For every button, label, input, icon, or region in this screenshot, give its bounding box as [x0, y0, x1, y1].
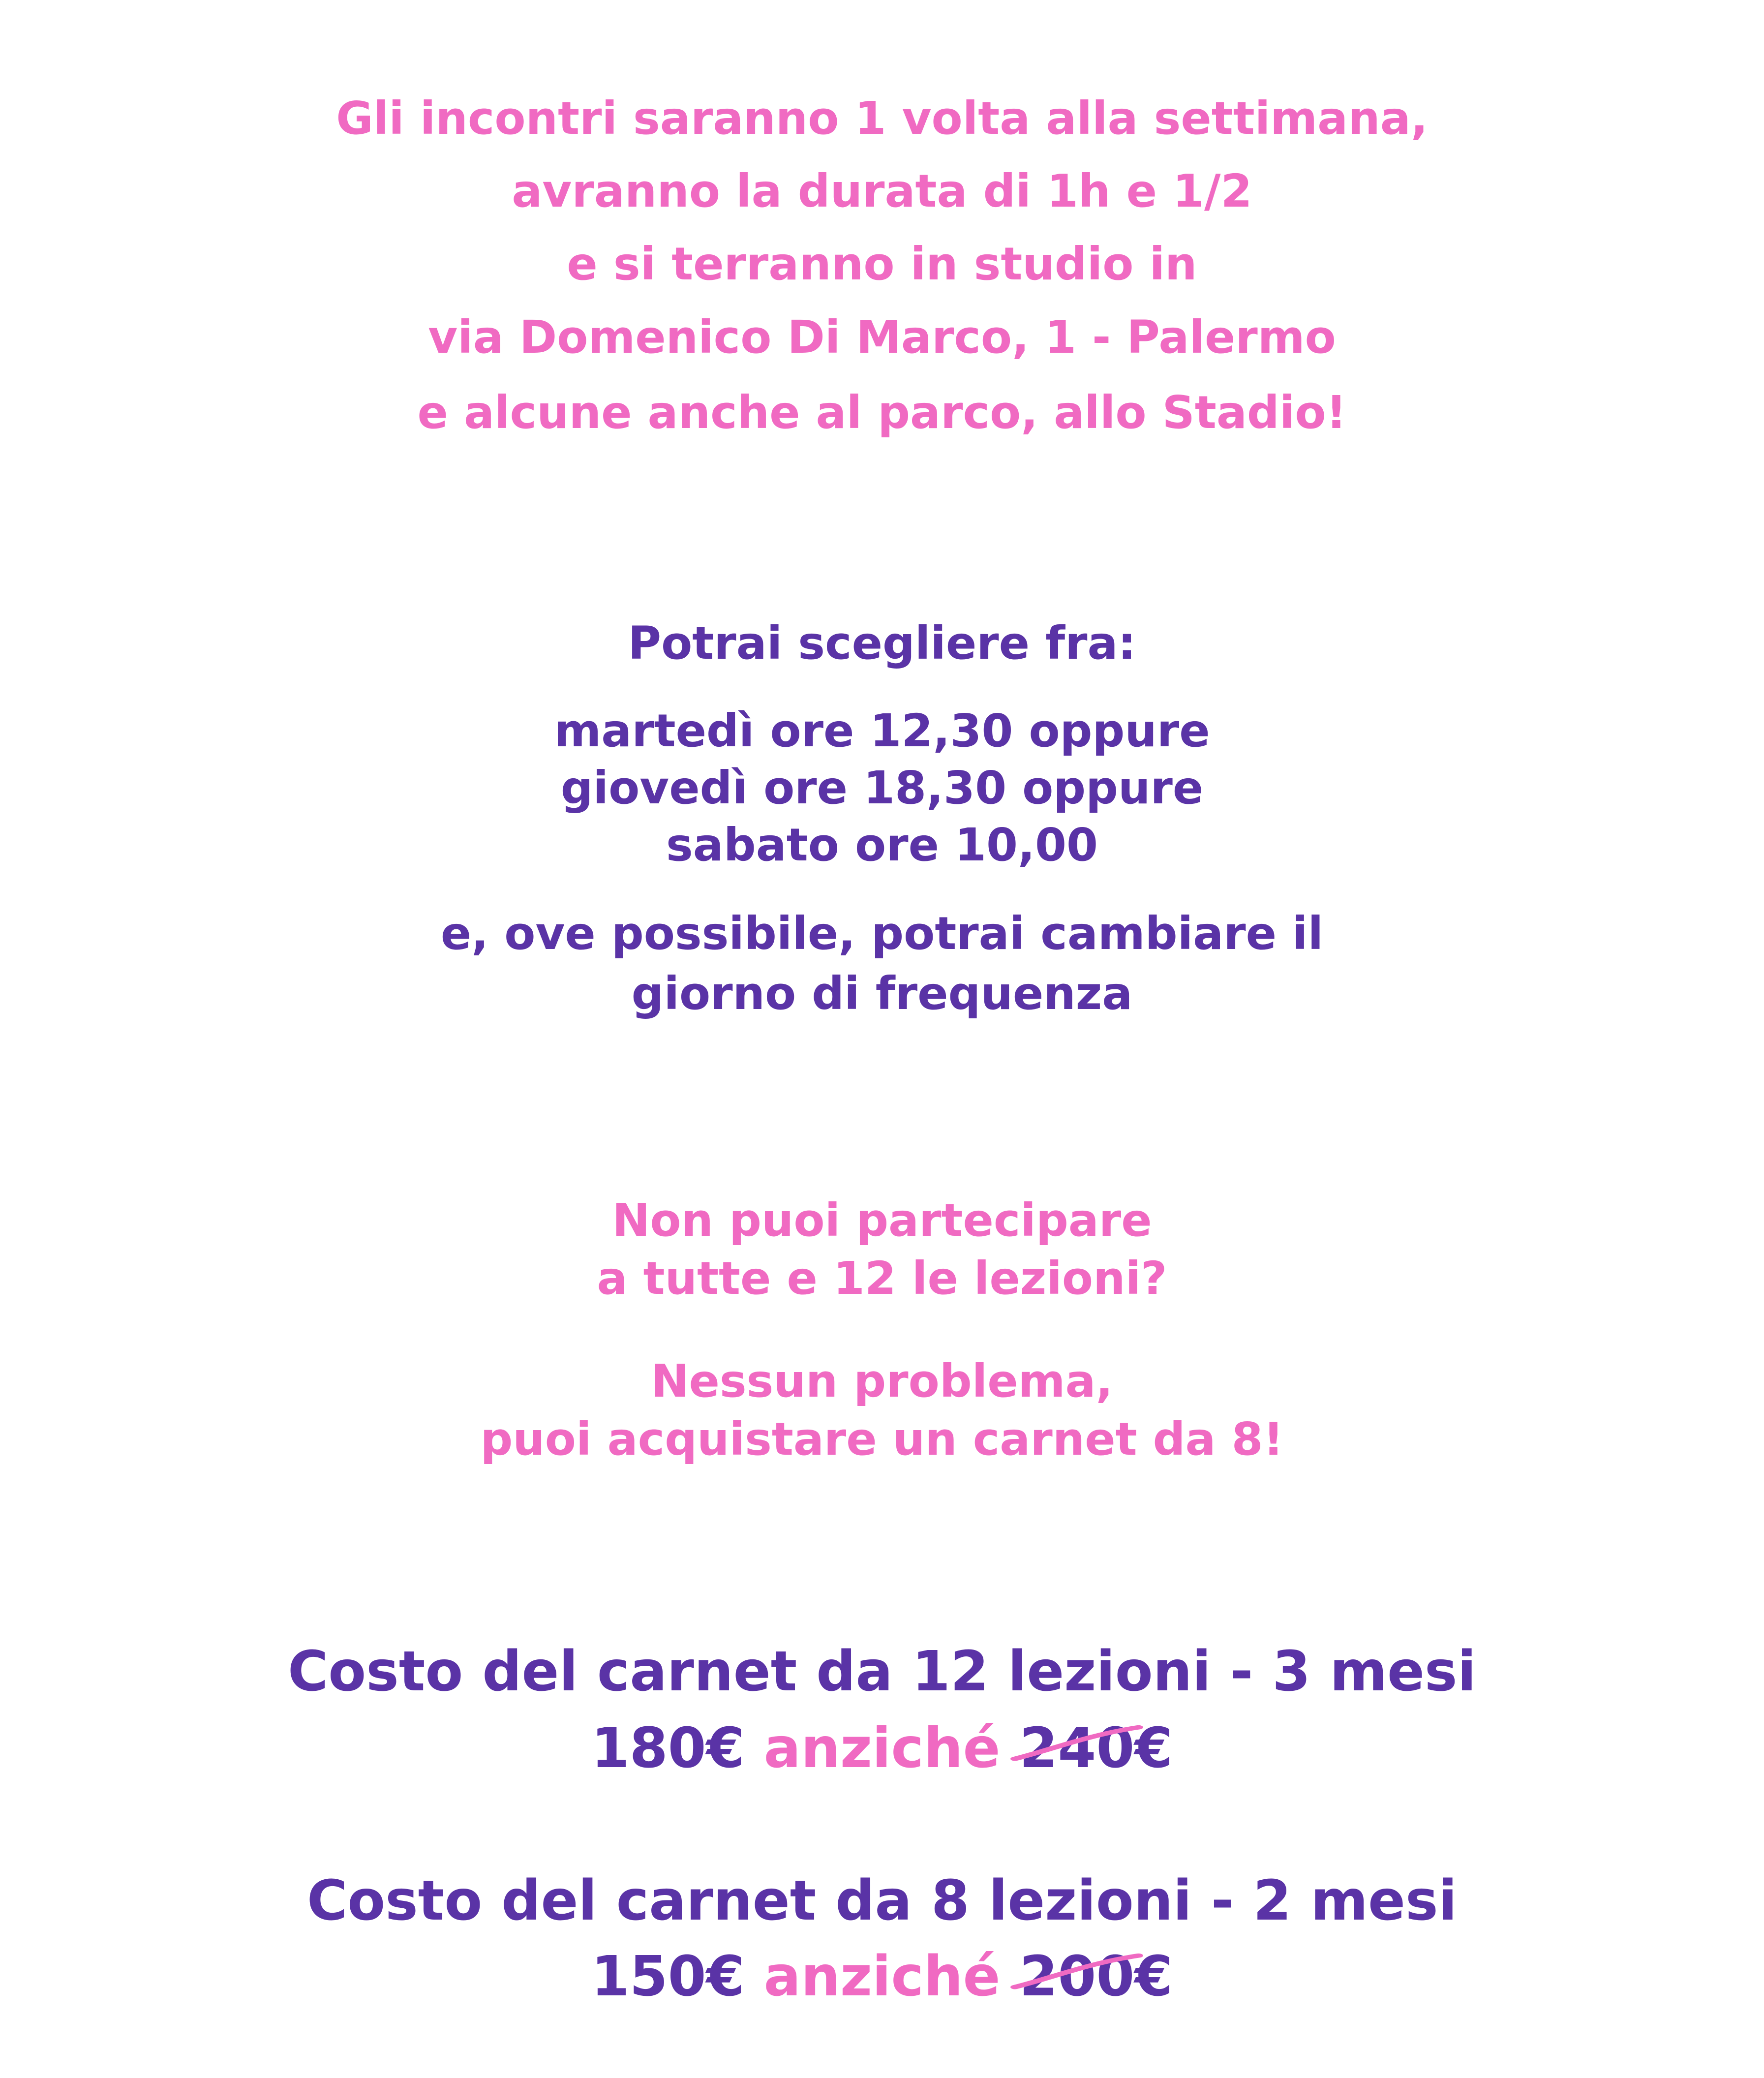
price-old-strikethrough: [1019, 1716, 1135, 1780]
price-old-currency: €: [1134, 1945, 1173, 2009]
intro-line: avranno la durata di 1h e 1/2: [512, 165, 1252, 217]
schedule-option: sabato ore 10,00: [666, 819, 1098, 871]
intro-address-line: via Domenico Di Marco, 1 - Palermo: [428, 311, 1336, 364]
price-instead-label: anziché: [763, 1945, 1001, 2009]
price-old-currency: €: [1134, 1716, 1173, 1780]
price-old: 200: [1019, 1945, 1135, 2009]
schedule-option: giovedì ore 18,30 oppure: [560, 762, 1204, 814]
pricing-title-8: Costo del carnet da 8 lezioni - 2 mesi: [307, 1869, 1457, 1933]
price-old: 240: [1019, 1716, 1135, 1780]
partial-question-line: Non puoi partecipare: [612, 1194, 1152, 1247]
partial-answer-line: Nessun problema,: [651, 1355, 1113, 1407]
schedule-option: martedì ore 12,30 oppure: [554, 704, 1210, 757]
strike-mark: [1012, 1716, 1141, 1777]
price-current: 150€: [591, 1945, 745, 2009]
price-instead-label: anziché: [763, 1716, 1001, 1780]
intro-line: Gli incontri saranno 1 volta alla settimana,: [336, 92, 1428, 145]
schedule-note-line: e, ove possibile, potrai cambiare il: [440, 907, 1324, 960]
schedule-heading: Potrai scegliere fra:: [628, 617, 1136, 670]
price-current: 180€: [591, 1716, 745, 1780]
price-old-strikethrough: [1019, 1945, 1135, 2009]
pricing-title-12: Costo del carnet da 12 lezioni - 3 mesi: [288, 1640, 1476, 1704]
partial-question-line: a tutte e 12 le lezioni?: [597, 1252, 1167, 1305]
pricing-line-12: [0, 1716, 1764, 1780]
partial-answer-line: puoi acquistare un carnet da 8!: [480, 1413, 1284, 1466]
schedule-note-line: giorno di frequenza: [631, 967, 1133, 1020]
strike-mark: [1012, 1945, 1141, 2005]
pricing-line-8: [0, 1945, 1764, 2009]
intro-line: e si terranno in studio in: [567, 238, 1197, 290]
intro-line: e alcune anche al parco, allo Stadio!: [417, 386, 1347, 439]
